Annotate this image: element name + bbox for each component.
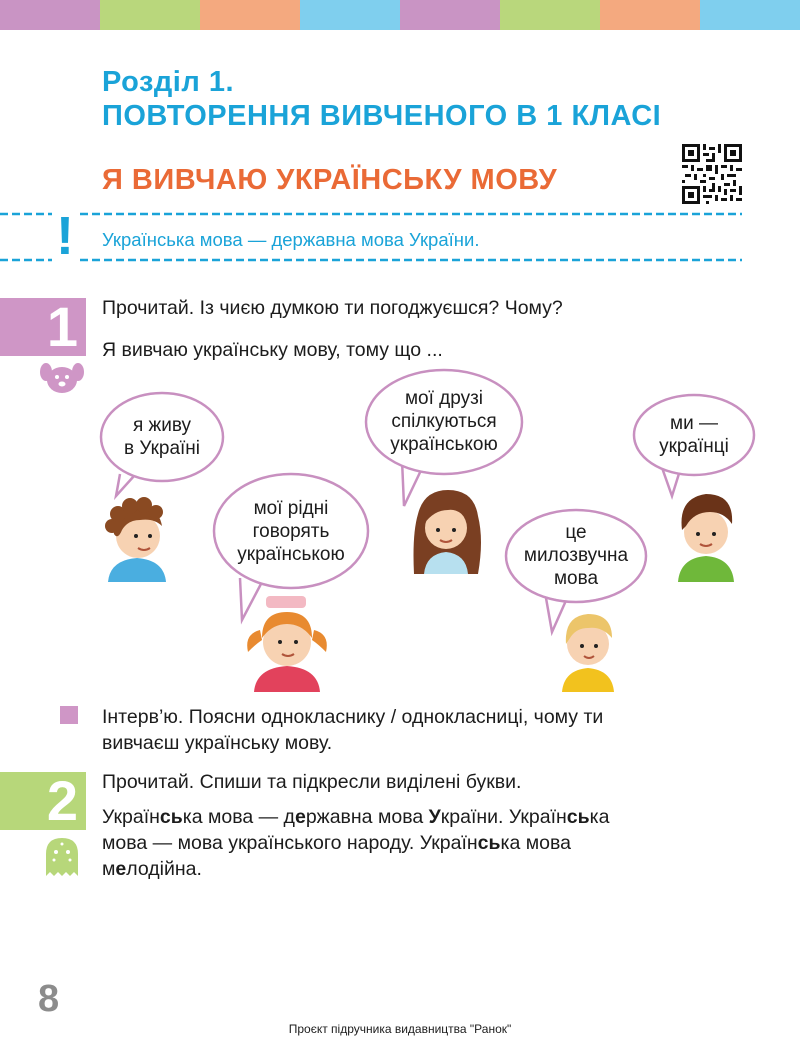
stripe-segment bbox=[700, 0, 800, 30]
chapter-label: Розділ 1. bbox=[102, 66, 234, 98]
ghost-icon bbox=[44, 836, 80, 878]
chapter-title: ПОВТОРЕННЯ ВИВЧЕНОГО В 1 КЛАСІ bbox=[102, 100, 662, 132]
exclamation-icon: ! bbox=[56, 206, 74, 266]
bubble-3-text: мої друзі спілкуються українською bbox=[390, 388, 498, 455]
lesson-title: Я ВИВЧАЮ УКРАЇНСЬКУ МОВУ bbox=[102, 164, 558, 196]
stripe-segment bbox=[600, 0, 700, 30]
page-number: 8 bbox=[38, 978, 60, 1020]
stripe-segment bbox=[400, 0, 500, 30]
task-1-prompt: Прочитай. Із чиєю думкою ти погоджуєшся? Чому? bbox=[102, 297, 563, 319]
girl-pigtails-illustration bbox=[240, 594, 334, 692]
task-1-lead: Я вивчаю українську мову, тому що ... bbox=[102, 339, 443, 361]
qr-code-icon[interactable] bbox=[682, 144, 742, 204]
stripe-segment bbox=[100, 0, 200, 30]
bubble-5-text: ми — українці bbox=[659, 413, 729, 457]
girl-long-hair-illustration bbox=[404, 484, 488, 574]
stripe-segment bbox=[200, 0, 300, 30]
interview-line-1: Інтерв’ю. Поясни однокласнику / однокласниці, чому ти bbox=[102, 706, 604, 728]
task-2-text-line-3: мелодійна. bbox=[102, 858, 202, 880]
task-2-text-line-1: Українська мова — державна мова України. Українська bbox=[102, 806, 610, 828]
stripe-segment bbox=[0, 0, 100, 30]
bubble-2-text: мої рідні говорять українською bbox=[237, 498, 345, 565]
task-2-number: 2 bbox=[0, 772, 86, 830]
bullet-square-icon bbox=[60, 706, 78, 724]
rule-text: Українська мова — державна мова України. bbox=[102, 229, 480, 250]
bubble-tail bbox=[116, 474, 134, 496]
bubble-1-text: я живу в Україні bbox=[123, 415, 201, 459]
boy-curly-hair-illustration bbox=[100, 496, 174, 582]
stripe-segment bbox=[500, 0, 600, 30]
footer-note: Проєкт підручника видавництва "Ранок" bbox=[288, 1022, 512, 1036]
interview-line-2: вивчаєш українську мову. bbox=[102, 732, 333, 754]
bubble-4-text: це милозвучна мова bbox=[523, 522, 629, 589]
top-color-stripe bbox=[0, 0, 800, 30]
boy-blond-illustration bbox=[556, 604, 620, 692]
boy-brown-hair-illustration bbox=[668, 486, 744, 582]
task-1-number: 1 bbox=[0, 298, 86, 356]
task-2-text-line-2: мова — мова українського народу. Українська мова bbox=[102, 832, 571, 854]
task-2-prompt: Прочитай. Спиши та підкресли виділені букви. bbox=[102, 771, 522, 793]
stripe-segment bbox=[300, 0, 400, 30]
